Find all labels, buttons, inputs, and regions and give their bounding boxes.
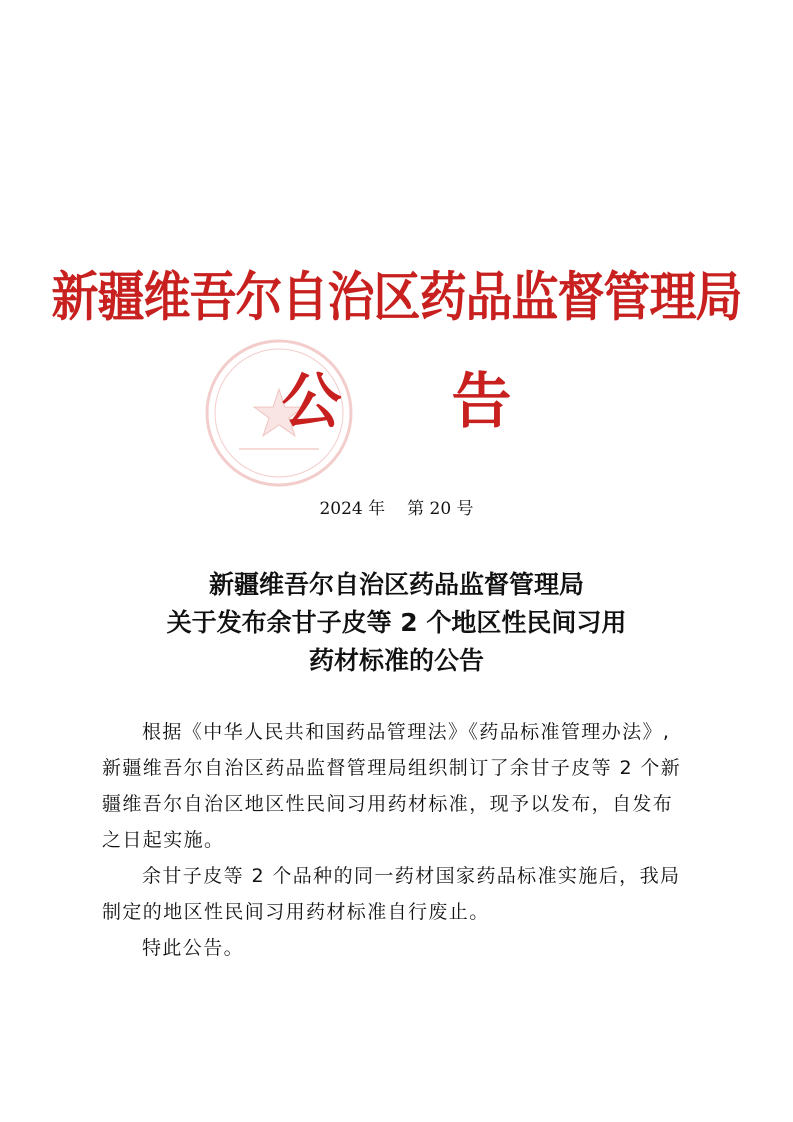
- body-paragraph-1: [102, 714, 694, 858]
- body-paragraph-3: [102, 930, 694, 966]
- notice-body: [102, 714, 694, 966]
- paragraph-line: 疆维吾尔自治区地区性民间习用药材标准，现予以发布，自发布: [102, 793, 674, 815]
- body-paragraph-2: [102, 858, 694, 930]
- notice-type-header: [0, 365, 793, 439]
- notice-type-char-left: 公: [281, 367, 342, 437]
- paragraph-line: 新疆维吾尔自治区药品监督管理局组织制订了余甘子皮等 2 个新: [102, 757, 682, 779]
- paragraph-line: 根据《中华人民共和国药品管理法》《药品标准管理办法》,: [142, 721, 671, 743]
- title-line-1: 新疆维吾尔自治区药品监督管理局: [208, 570, 584, 599]
- document-year: 2024 年: [319, 499, 386, 519]
- document-number: [0, 497, 793, 521]
- paragraph-line: 余甘子皮等 2 个品种的同一药材国家药品标准实施后，我局: [142, 865, 681, 887]
- paragraph-line: 之日起实施。: [102, 829, 225, 851]
- paragraph-line: 制定的地区性民间习用药材标准自行废止。: [102, 901, 490, 923]
- notice-title: [0, 566, 793, 680]
- notice-type-char-right: 告: [451, 367, 512, 437]
- paragraph-line: 特此公告。: [142, 937, 245, 959]
- title-line-3: 药材标准的公告: [308, 646, 484, 675]
- title-line-2: 关于发布余甘子皮等 2 个地区性民间习用: [166, 608, 627, 637]
- document-serial: 第 20 号: [407, 499, 474, 519]
- issuing-authority-header: 新疆维吾尔自治区药品监督管理局: [51, 266, 742, 329]
